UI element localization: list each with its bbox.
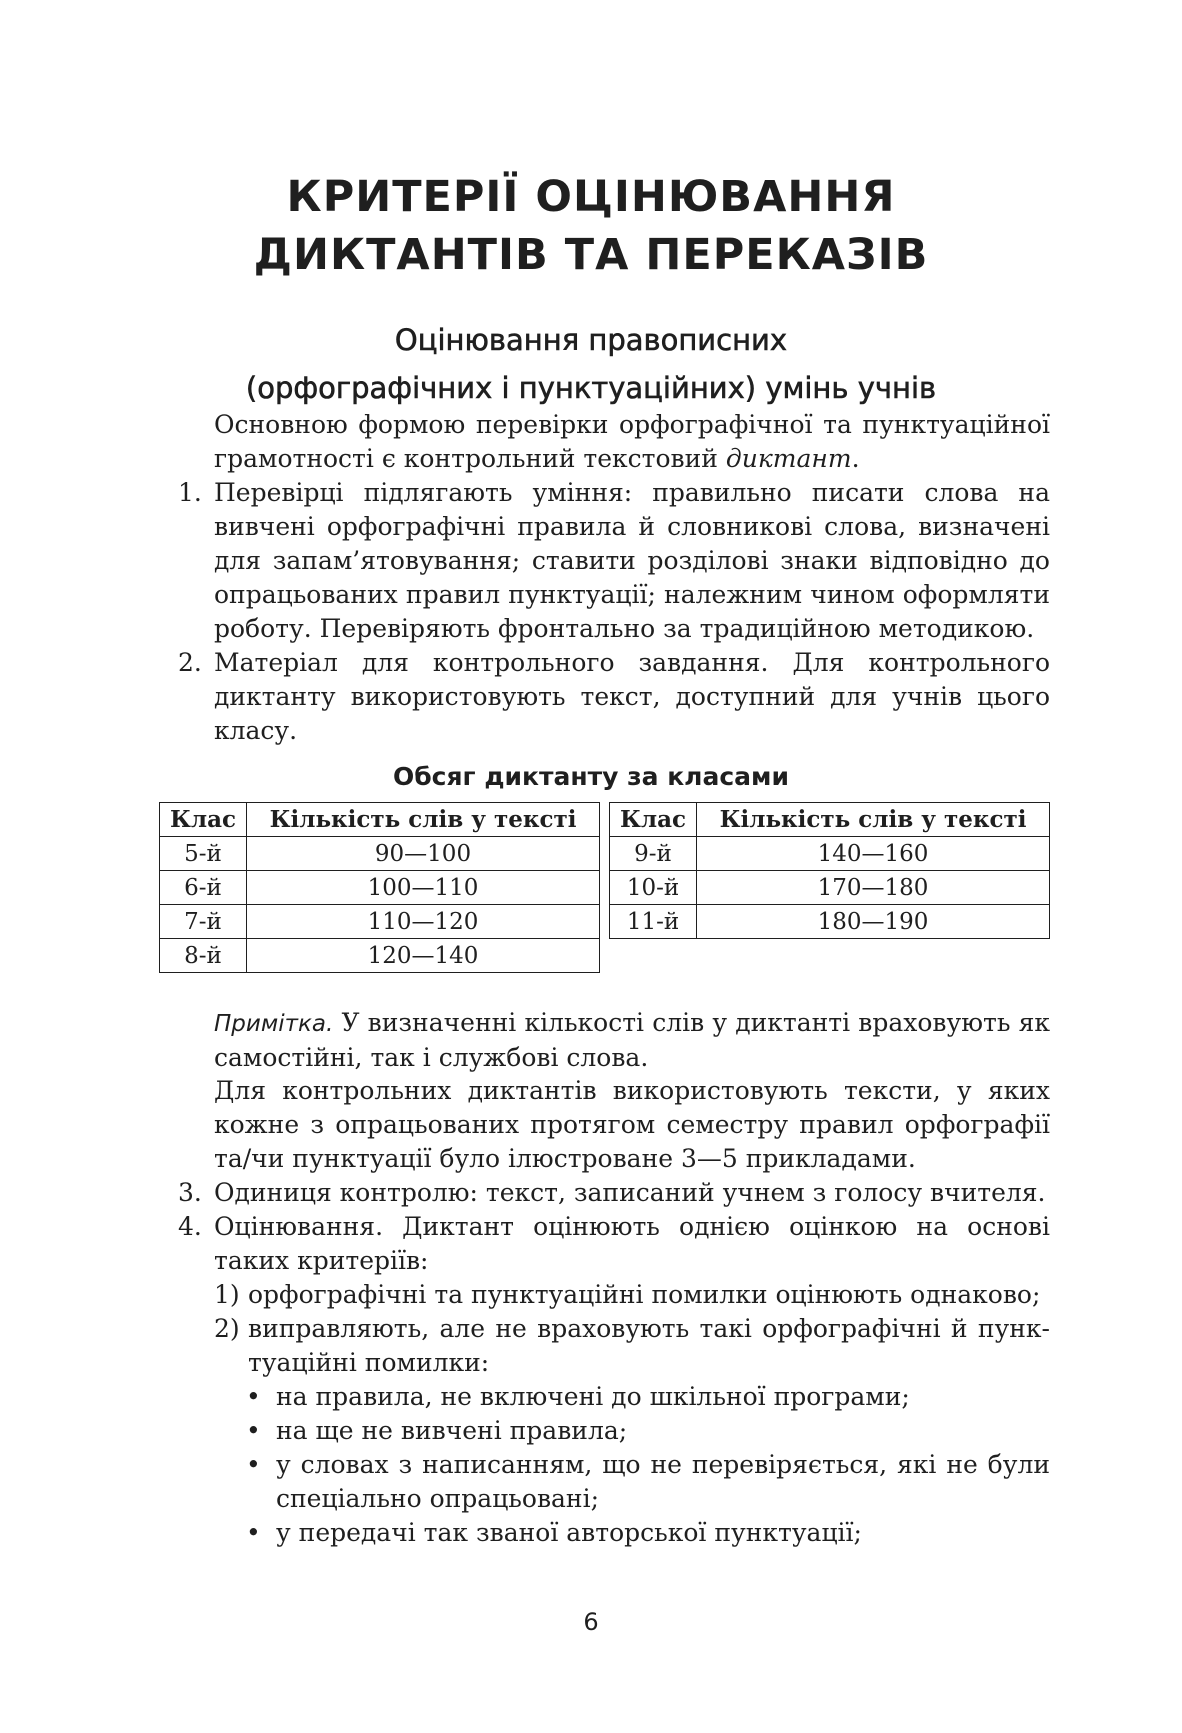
section-heading-line-1: Оцінювання правописних bbox=[394, 323, 788, 357]
table-row bbox=[610, 871, 1050, 905]
list-item-text: Оцінювання. Диктант оцінюють однією оцінкою на основі таких критеріїв: bbox=[214, 1212, 1050, 1275]
bullet-text: у передачі так званої авторської пунктуації; bbox=[276, 1518, 862, 1547]
title-line-2: ДИКТАНТІВ ТА ПЕРЕКАЗІВ bbox=[253, 230, 929, 280]
section-heading bbox=[0, 316, 1182, 412]
class-cell: 8-й bbox=[160, 939, 247, 973]
table-row bbox=[160, 871, 600, 905]
words-cell: 110—120 bbox=[247, 905, 600, 939]
table-header-row bbox=[610, 803, 1050, 837]
words-cell: 90—100 bbox=[247, 837, 600, 871]
section-heading-line-2: (орфографічних і пунктуаційних) умінь учнів bbox=[245, 371, 937, 405]
list-number: 3. bbox=[178, 1178, 202, 1207]
class-cell: 6-й bbox=[160, 871, 247, 905]
bullet-item bbox=[246, 1414, 1050, 1448]
list-number: 4. bbox=[178, 1212, 202, 1241]
bullet-text: на ще не вивчені правила; bbox=[276, 1416, 628, 1445]
table-row bbox=[610, 837, 1050, 871]
word-count-table-left bbox=[159, 802, 600, 973]
list-number: 1. bbox=[178, 478, 202, 507]
criterion-text: виправляють, але не враховують такі орфографічні й пунктуаційні помилки: bbox=[248, 1314, 1050, 1377]
class-cell: 5-й bbox=[160, 837, 247, 871]
list-item-text: Одиниця контролю: текст, записаний учнем з голосу вчителя. bbox=[214, 1178, 1046, 1207]
page-title bbox=[0, 168, 1182, 284]
criterion-number: 2) bbox=[214, 1314, 240, 1343]
bullet-item bbox=[246, 1516, 1050, 1550]
bullet-text: на правила, не включені до шкільної програми; bbox=[276, 1382, 910, 1411]
class-cell: 9-й bbox=[610, 837, 697, 871]
bullet-icon: • bbox=[246, 1416, 261, 1445]
criterion-1 bbox=[214, 1278, 1050, 1312]
bullet-icon: • bbox=[246, 1450, 261, 1479]
note-label: Примітка. bbox=[214, 1011, 334, 1037]
list-item-2 bbox=[178, 646, 1050, 748]
word-count-table-right bbox=[609, 802, 1050, 939]
list-number: 2. bbox=[178, 648, 202, 677]
criterion-text: орфографічні та пунктуаційні помилки оцінюють однаково; bbox=[248, 1280, 1041, 1309]
bullet-text: у словах з написанням, що не перевіряється, які не були спеціально опрацьовані; bbox=[276, 1450, 1050, 1513]
words-cell: 170—180 bbox=[697, 871, 1050, 905]
intro-emphasis: диктант bbox=[725, 444, 852, 473]
words-cell: 140—160 bbox=[697, 837, 1050, 871]
table-row bbox=[160, 939, 600, 973]
list-item-text: Матеріал для контрольного завдання. Для контрольного диктанту використовують текст, доступний для учнів цього класу. bbox=[214, 648, 1050, 745]
table-row bbox=[160, 837, 600, 871]
note-text: У визначенні кількості слів у диктанті враховують як самостійні, так і службові слова. bbox=[214, 1008, 1050, 1072]
table-row bbox=[160, 905, 600, 939]
list-item-3 bbox=[178, 1176, 1050, 1210]
words-cell: 100—110 bbox=[247, 871, 600, 905]
header-words: Кількість слів у тексті bbox=[247, 803, 600, 837]
words-cell: 180—190 bbox=[697, 905, 1050, 939]
list-item-4 bbox=[178, 1210, 1050, 1278]
table-caption: Обсяг диктанту за класами bbox=[392, 762, 790, 791]
bullet-item bbox=[246, 1448, 1050, 1516]
table-header-row bbox=[160, 803, 600, 837]
intro-paragraph: Основною формою перевірки орфографічної та пунктуаційної грамотності є контрольний текстовий диктант. bbox=[214, 410, 1050, 473]
bullet-icon: • bbox=[246, 1382, 261, 1411]
class-cell: 7-й bbox=[160, 905, 247, 939]
header-class: Клас bbox=[160, 803, 247, 837]
note-paragraph bbox=[214, 1006, 1050, 1075]
class-cell: 11-й bbox=[610, 905, 697, 939]
list-item-1 bbox=[178, 476, 1050, 646]
page-number: 6 bbox=[583, 1608, 599, 1636]
class-cell: 10-й bbox=[610, 871, 697, 905]
words-cell: 120—140 bbox=[247, 939, 600, 973]
list-item-text: Перевірці підлягають уміння: правильно писати слова на вивчені орфографічні правила й словникові слова, визначені для запам’ятовування; ставити розділові знаки відповідно до опрацьованих правил пунктуації; належним чином оформляти роботу. Перевіряють фронтально за традиційною методикою. bbox=[214, 478, 1050, 643]
body-paragraph: Для контрольних диктантів використовують тексти, у яких кожне з опрацьованих протягом семестру правил орфографії та/чи пунктуації було ілюстроване 3—5 прикладами. bbox=[214, 1076, 1050, 1173]
header-words: Кількість слів у тексті bbox=[697, 803, 1050, 837]
criterion-2 bbox=[214, 1312, 1050, 1380]
bullet-item bbox=[246, 1380, 1050, 1414]
table-row bbox=[610, 905, 1050, 939]
bullet-icon: • bbox=[246, 1518, 261, 1547]
header-class: Клас bbox=[610, 803, 697, 837]
title-line-1: КРИТЕРІЇ ОЦІНЮВАННЯ bbox=[286, 172, 896, 222]
criterion-number: 1) bbox=[214, 1280, 240, 1309]
